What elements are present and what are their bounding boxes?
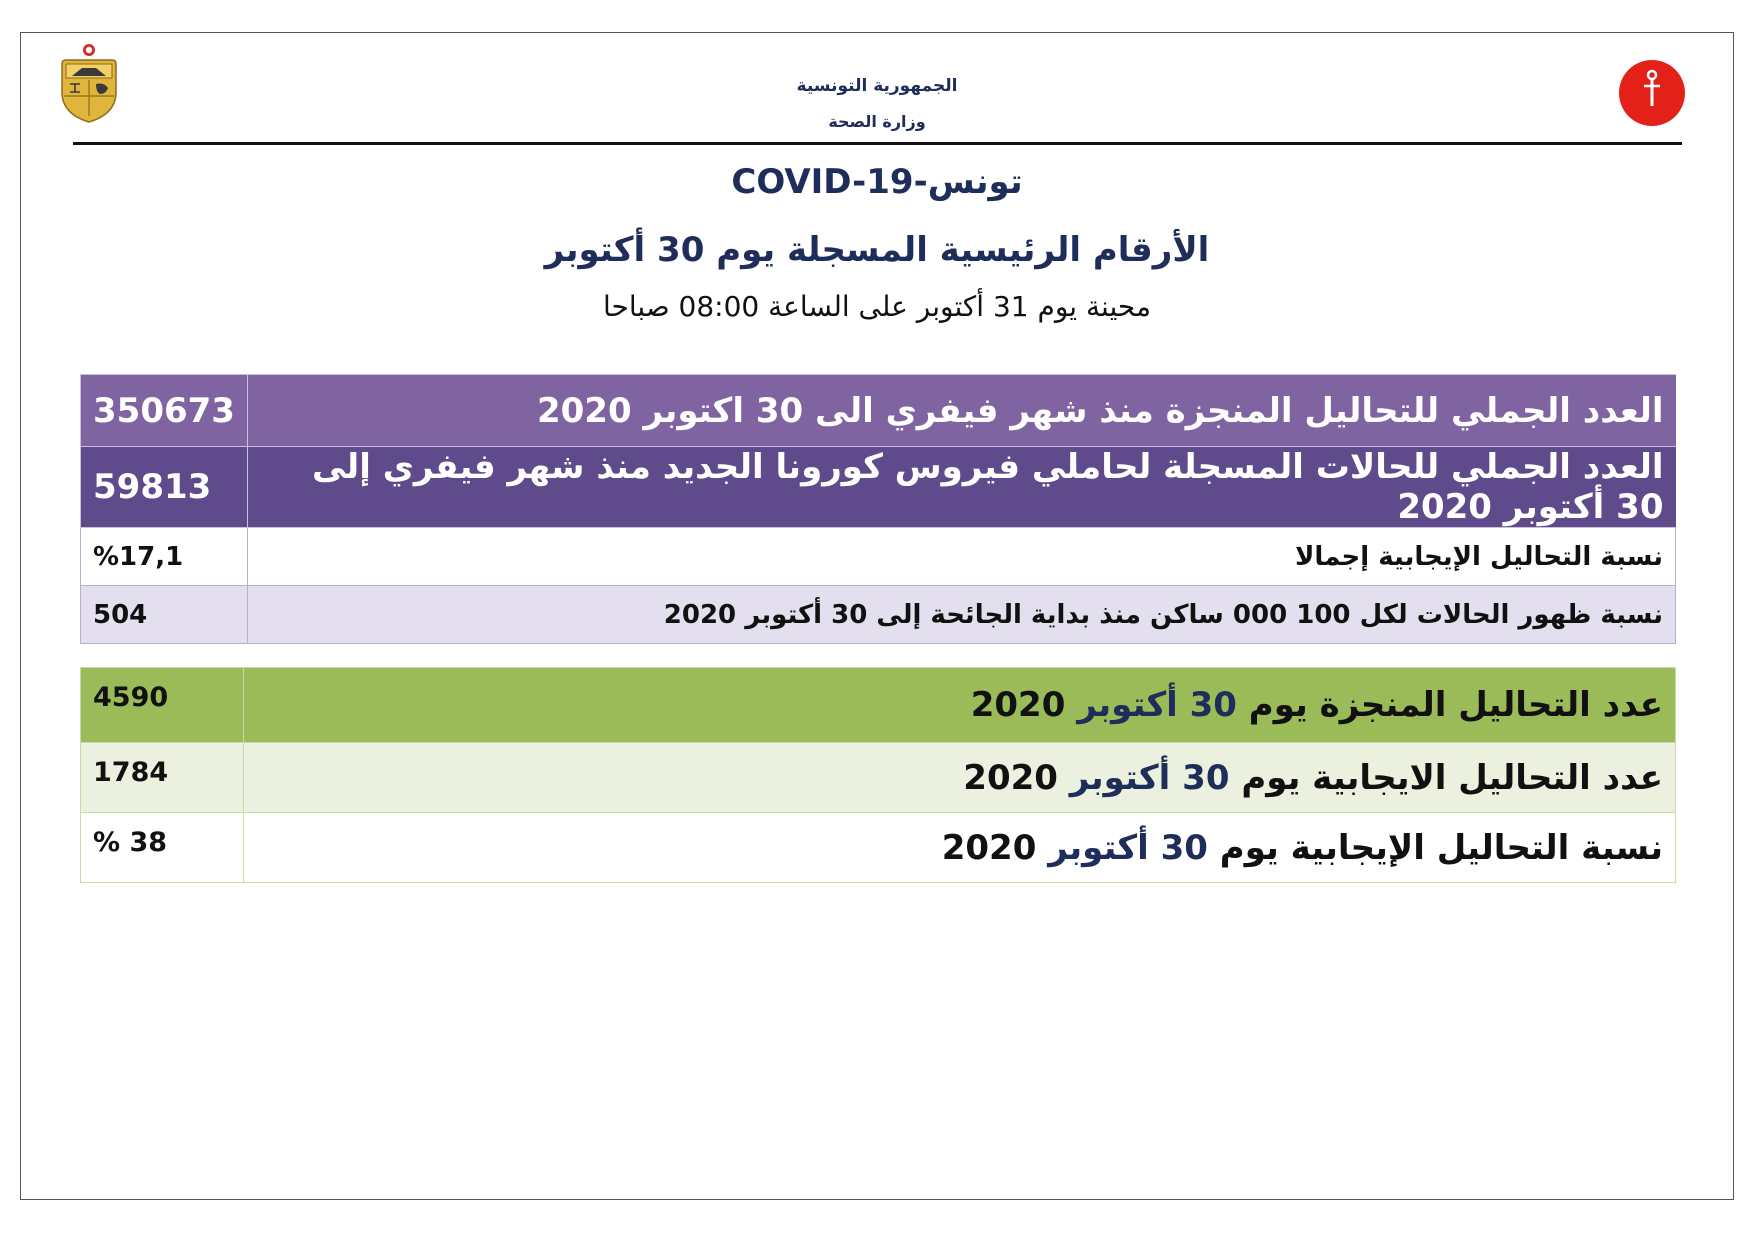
update-timestamp: محينة يوم 31 أكتوبر على الساعة 08:00 صباحا [603,290,1151,323]
page-title: COVID-19-تونس [731,162,1023,202]
header-divider [73,142,1682,145]
label-date: 30 أكتوبر [1048,827,1208,868]
table-row [81,447,1676,528]
row-value: 1784 [81,743,244,813]
row-label [244,743,1676,813]
table-row [81,668,1676,743]
republic-name: الجمهورية التونسية [796,76,958,96]
row-value: 4590 [81,668,244,743]
row-value: % 38 [81,813,244,883]
label-date: 30 أكتوبر [1069,757,1230,798]
row-value: %17,1 [81,528,248,586]
row-value: 59813 [81,447,248,528]
ministry-name: وزارة الصحة [828,112,926,131]
row-label: العدد الجملي للحالات المسجلة لحاملي فيروس كورونا الجديد منذ شهر فيفري إلى 30 أكتوبر 2020 [247,447,1675,528]
table-row [81,743,1676,813]
row-label: العدد الجملي للتحاليل المنجزة منذ شهر فيفري الى 30 اكتوبر 2020 [247,375,1675,447]
label-date: 30 أكتوبر [1077,685,1237,725]
row-label [244,668,1676,743]
label-year: 2020 [970,685,1066,725]
table-row [81,375,1676,447]
label-text: نسبة التحاليل الإيجابية يوم [1219,827,1663,868]
row-value: 350673 [81,375,248,447]
table-row [81,528,1676,586]
label-year: 2020 [963,757,1058,798]
label-text: عدد التحاليل الايجابية يوم [1241,757,1663,798]
row-label [244,813,1676,883]
row-value: 504 [81,586,248,644]
page-subtitle: الأرقام الرئيسية المسجلة يوم 30 أكتوبر [544,230,1210,270]
daily-stats-table [80,667,1676,883]
table-row [81,586,1676,644]
label-text: عدد التحاليل المنجزة يوم [1248,685,1663,725]
row-label: نسبة ظهور الحالات لكل 100 000 ساكن منذ بداية الجائحة إلى 30 أكتوبر 2020 [247,586,1675,644]
row-label: نسبة التحاليل الإيجابية إجمالا [247,528,1675,586]
cumulative-stats-table [80,374,1676,644]
table-row [81,813,1676,883]
label-year: 2020 [941,827,1037,868]
